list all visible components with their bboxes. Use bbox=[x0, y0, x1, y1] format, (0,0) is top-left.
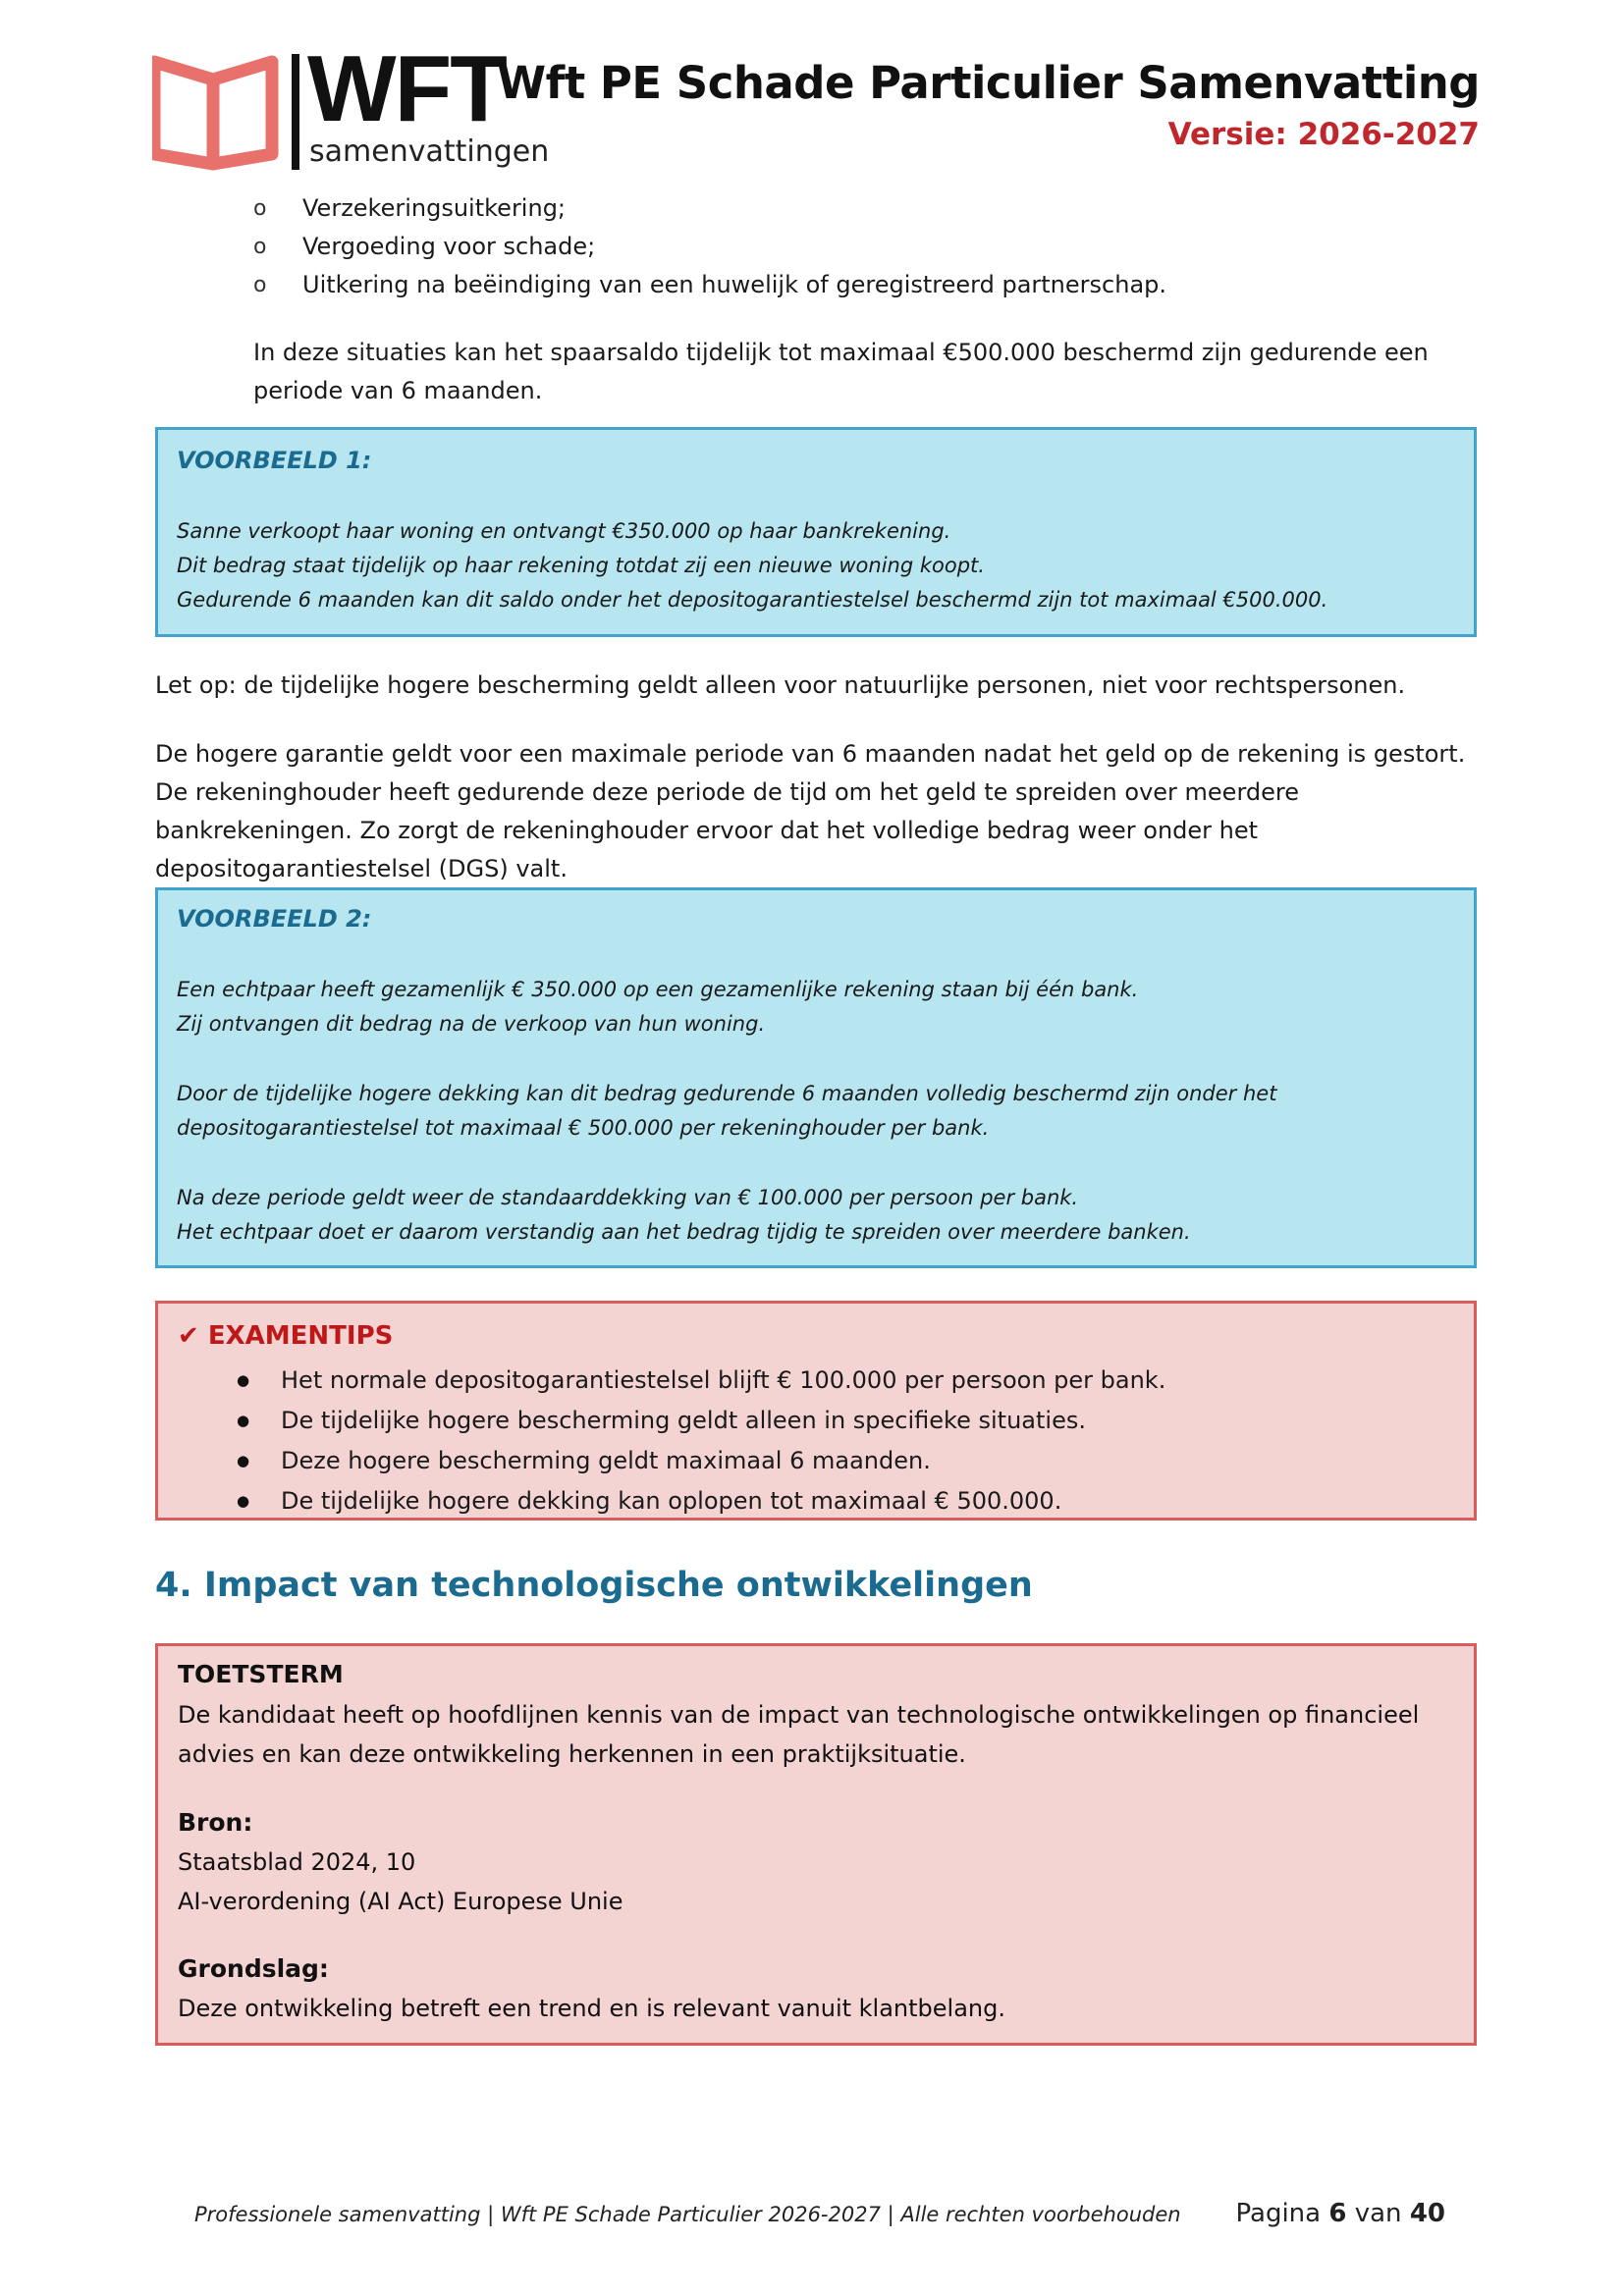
bron-line: Staatsblad 2024, 10 bbox=[178, 1848, 416, 1876]
page-of-word: van bbox=[1354, 2199, 1402, 2228]
examentips-label: EXAMENTIPS bbox=[207, 1321, 394, 1351]
document-version: Versie: 2026-2027 bbox=[1167, 117, 1480, 152]
examentips-list bbox=[237, 1361, 1165, 1521]
list-item: ● De tijdelijke hogere bescherming geldt alleen in specifieke situaties. bbox=[237, 1401, 1165, 1441]
list-item: ● Deze hogere bescherming geldt maximaal 6 maanden. bbox=[237, 1441, 1165, 1481]
example-title: VOORBEELD 2: bbox=[177, 905, 372, 933]
example-line: Dit bedrag staat tijdelijk op haar rekening totdat zij een nieuwe woning koopt. bbox=[177, 554, 985, 577]
example-line: Door de tijdelijke hogere dekking kan dit bedrag gedurende 6 maanden volledig beschermd zijn onder het bbox=[177, 1082, 1277, 1105]
checkmark-icon: ✔ bbox=[178, 1321, 199, 1351]
example-line: Na deze periode geldt weer de standaarddekking van € 100.000 per persoon per bank. bbox=[177, 1186, 1079, 1209]
grondslag-label: Grondslag: bbox=[178, 1954, 329, 1983]
page-current: 6 bbox=[1328, 2199, 1347, 2228]
example-line: Een echtpaar heeft gezamenlijk € 350.000 op een gezamenlijke rekening staan bij één bank. bbox=[177, 978, 1139, 1001]
list-item: o Verzekeringsuitkering; bbox=[253, 189, 1166, 228]
bron-label: Bron: bbox=[178, 1808, 253, 1837]
example-line: Sanne verkoopt haar woning en ontvangt €350.000 op haar bankrekening. bbox=[177, 519, 951, 543]
list-item: ● De tijdelijke hogere dekking kan oplopen tot maximaal € 500.000. bbox=[237, 1481, 1165, 1521]
bron-line: AI-verordening (AI Act) Europese Unie bbox=[178, 1888, 623, 1915]
section-heading: 4. Impact van technologische ontwikkelingen bbox=[155, 1566, 1033, 1605]
logo bbox=[152, 36, 550, 177]
footer-text: Professionele samenvatting | Wft PE Schade Particulier 2026-2027 | Alle rechten voorbehouden bbox=[194, 2203, 1181, 2226]
examentips-title bbox=[178, 1321, 393, 1351]
toetsterm-box bbox=[155, 1643, 1477, 2046]
logo-subtitle: samenvattingen bbox=[309, 134, 550, 169]
page-word: Pagina bbox=[1235, 2199, 1322, 2228]
example-line: Zij ontvangen dit bedrag na de verkoop van hun woning. bbox=[177, 1012, 766, 1036]
list-item: o Uitkering na beëindiging van een huwelijk of geregistreerd partnerschap. bbox=[253, 266, 1166, 304]
document-title: Wft PE Schade Particulier Samenvatting bbox=[497, 57, 1480, 109]
page-total: 40 bbox=[1409, 2199, 1445, 2228]
example-title: VOORBEELD 1: bbox=[177, 447, 372, 474]
grondslag-text: Deze ontwikkeling betreft een trend en is relevant vanuit klantbelang. bbox=[178, 1995, 1005, 2022]
list-item: ● Het normale depositogarantiestelsel blijft € 100.000 per persoon per bank. bbox=[237, 1361, 1165, 1401]
list-item: o Vergoeding voor schade; bbox=[253, 228, 1166, 266]
paragraph: In deze situaties kan het spaarsaldo tijdelijk tot maximaal €500.000 beschermd zijn gedurende een periode van 6 maanden. bbox=[253, 339, 1429, 404]
examentips-box bbox=[155, 1301, 1477, 1521]
toetsterm-text: De kandidaat heeft op hoofdlijnen kennis van de impact van technologische ontwikkelingen op financieel advies en kan deze ontwikkeling herkennen in een praktijksituatie. bbox=[178, 1701, 1420, 1768]
example-line: Gedurende 6 maanden kan dit saldo onder het depositogarantiestelsel beschermd zijn tot maximaal €500.000. bbox=[177, 588, 1328, 612]
logo-word: WFT bbox=[307, 36, 506, 141]
paragraph: Let op: de tijdelijke hogere bescherming geldt alleen voor natuurlijke personen, niet voor rechtspersonen. bbox=[155, 671, 1406, 699]
page-number bbox=[1236, 2199, 1445, 2228]
example-line: Het echtpaar doet er daarom verstandig aan het bedrag tijdig te spreiden over meerdere banken. bbox=[177, 1220, 1191, 1244]
example-line: depositogarantiestelsel tot maximaal € 500.000 per rekeninghouder per bank. bbox=[177, 1116, 990, 1140]
toetsterm-title: TOETSTERM bbox=[178, 1660, 344, 1688]
paragraph: De hogere garantie geldt voor een maximale periode van 6 maanden nadat het geld op de rekening is gestort. De rekeninghouder heeft gedurende deze periode de tijd om het geld te spreiden over meerdere bankrekeningen. Zo zorgt de rekeninghouder ervoor dat het volledige bedrag weer onder het depositogarantiestelsel (DGS) valt. bbox=[155, 740, 1466, 882]
sub-list bbox=[253, 189, 1166, 304]
